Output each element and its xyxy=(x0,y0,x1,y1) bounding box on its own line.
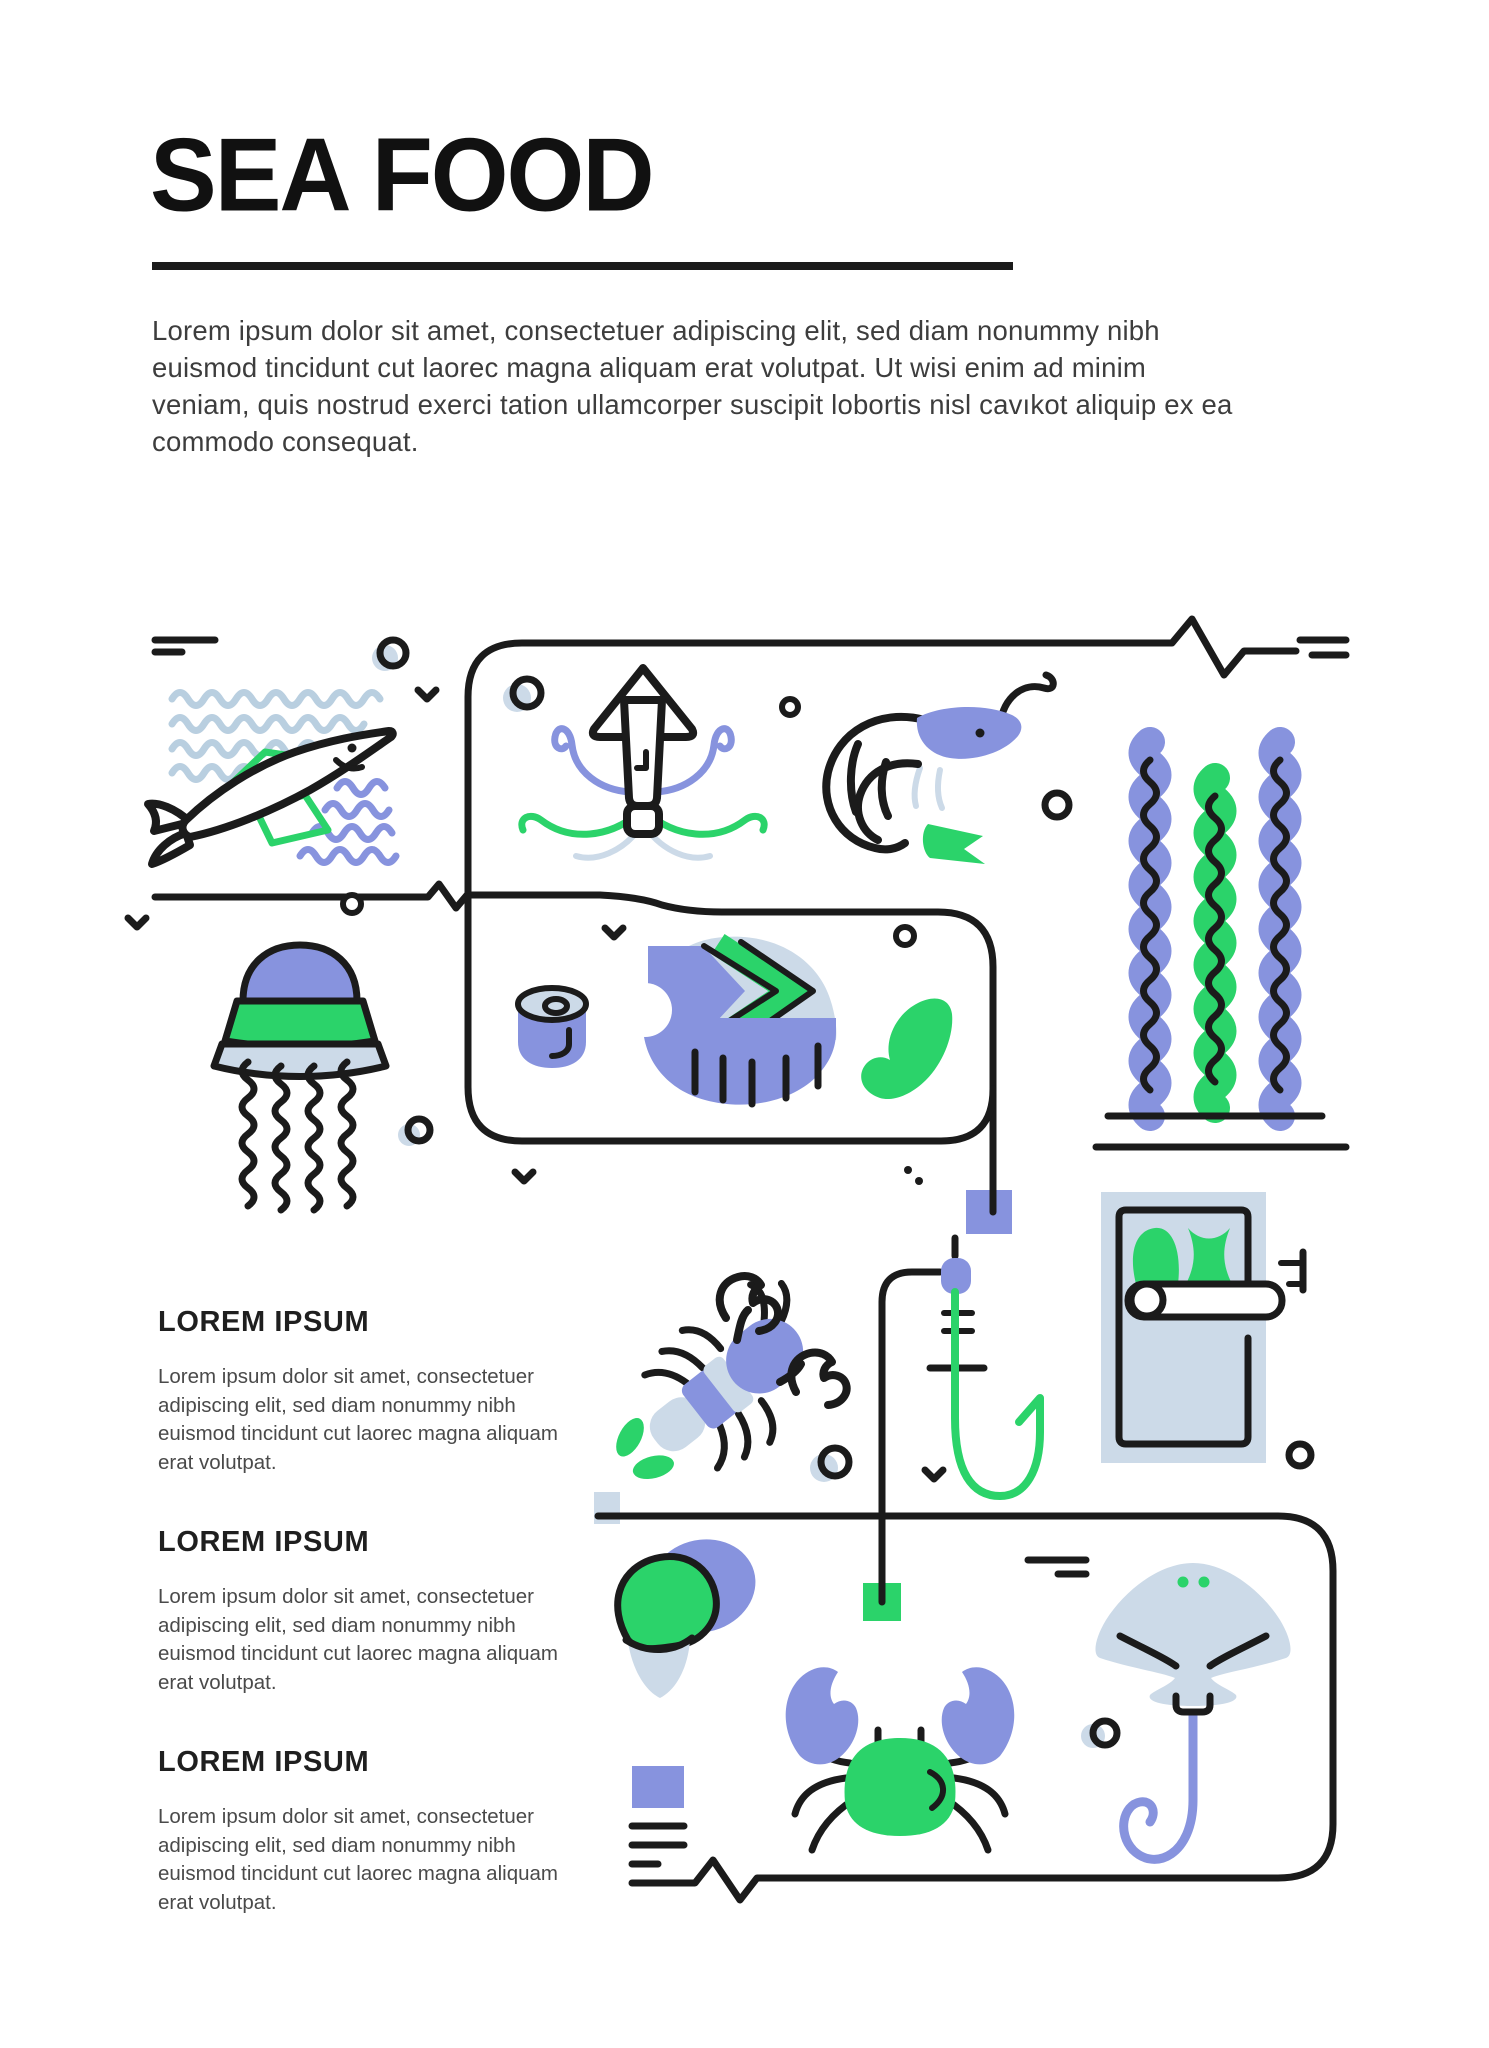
mussel-icon xyxy=(618,1527,767,1698)
fishing-hook-icon xyxy=(930,1238,1040,1496)
page-title: SEA FOOD xyxy=(150,117,653,234)
stingray-icon xyxy=(1095,1563,1290,1859)
intro-line: euismod tincidunt cut laorec magna aliquam erat volutpat. Ut wisi enim ad minim xyxy=(152,352,1147,383)
crab-icon xyxy=(786,1667,1015,1850)
intro-line: veniam, quis nostrud exerci tation ullamcorper suscipit lobortis nisl cavıkot aliquip ex ea xyxy=(152,389,1233,420)
lobster-icon xyxy=(579,1265,854,1523)
jellyfish-icon xyxy=(214,945,386,1210)
hook-line-square xyxy=(966,1190,1012,1234)
section-body: Lorem ipsum dolor sit amet, consectetuer adipiscing elit, sed diam nonummy nibh euismod tincidunt cut laorec magna aliquam erat volutpat. xyxy=(158,1585,558,1694)
section-heading: LOREM IPSUM xyxy=(158,1526,370,1558)
section-heading: LOREM IPSUM xyxy=(158,1746,370,1778)
section-body: Lorem ipsum dolor sit amet, consectetuer adipiscing elit, sed diam nonummy nibh euismod tincidunt cut laorec magna aliquam erat volutpat. xyxy=(158,1365,558,1474)
fish-steak-icon xyxy=(618,937,836,1105)
decor-square xyxy=(632,1766,684,1808)
shrimp-icon xyxy=(826,675,1053,864)
green-fish-icon xyxy=(861,999,952,1100)
canned-fish-icon xyxy=(518,988,586,1068)
intro-line: commodo consequat. xyxy=(152,426,419,457)
squid-icon xyxy=(522,668,764,858)
seaweed-icon xyxy=(1108,742,1322,1116)
cutting-board-icon xyxy=(1101,1192,1282,1463)
section-body: Lorem ipsum dolor sit amet, consectetuer adipiscing elit, sed diam nonummy nibh euismod tincidunt cut laorec magna aliquam erat volutpat. xyxy=(158,1805,558,1914)
jumping-fish-icon xyxy=(148,731,393,864)
intro-line: Lorem ipsum dolor sit amet, consectetuer adipiscing elit, sed diam nonummy nibh xyxy=(152,315,1160,346)
section-heading: LOREM IPSUM xyxy=(158,1306,370,1338)
